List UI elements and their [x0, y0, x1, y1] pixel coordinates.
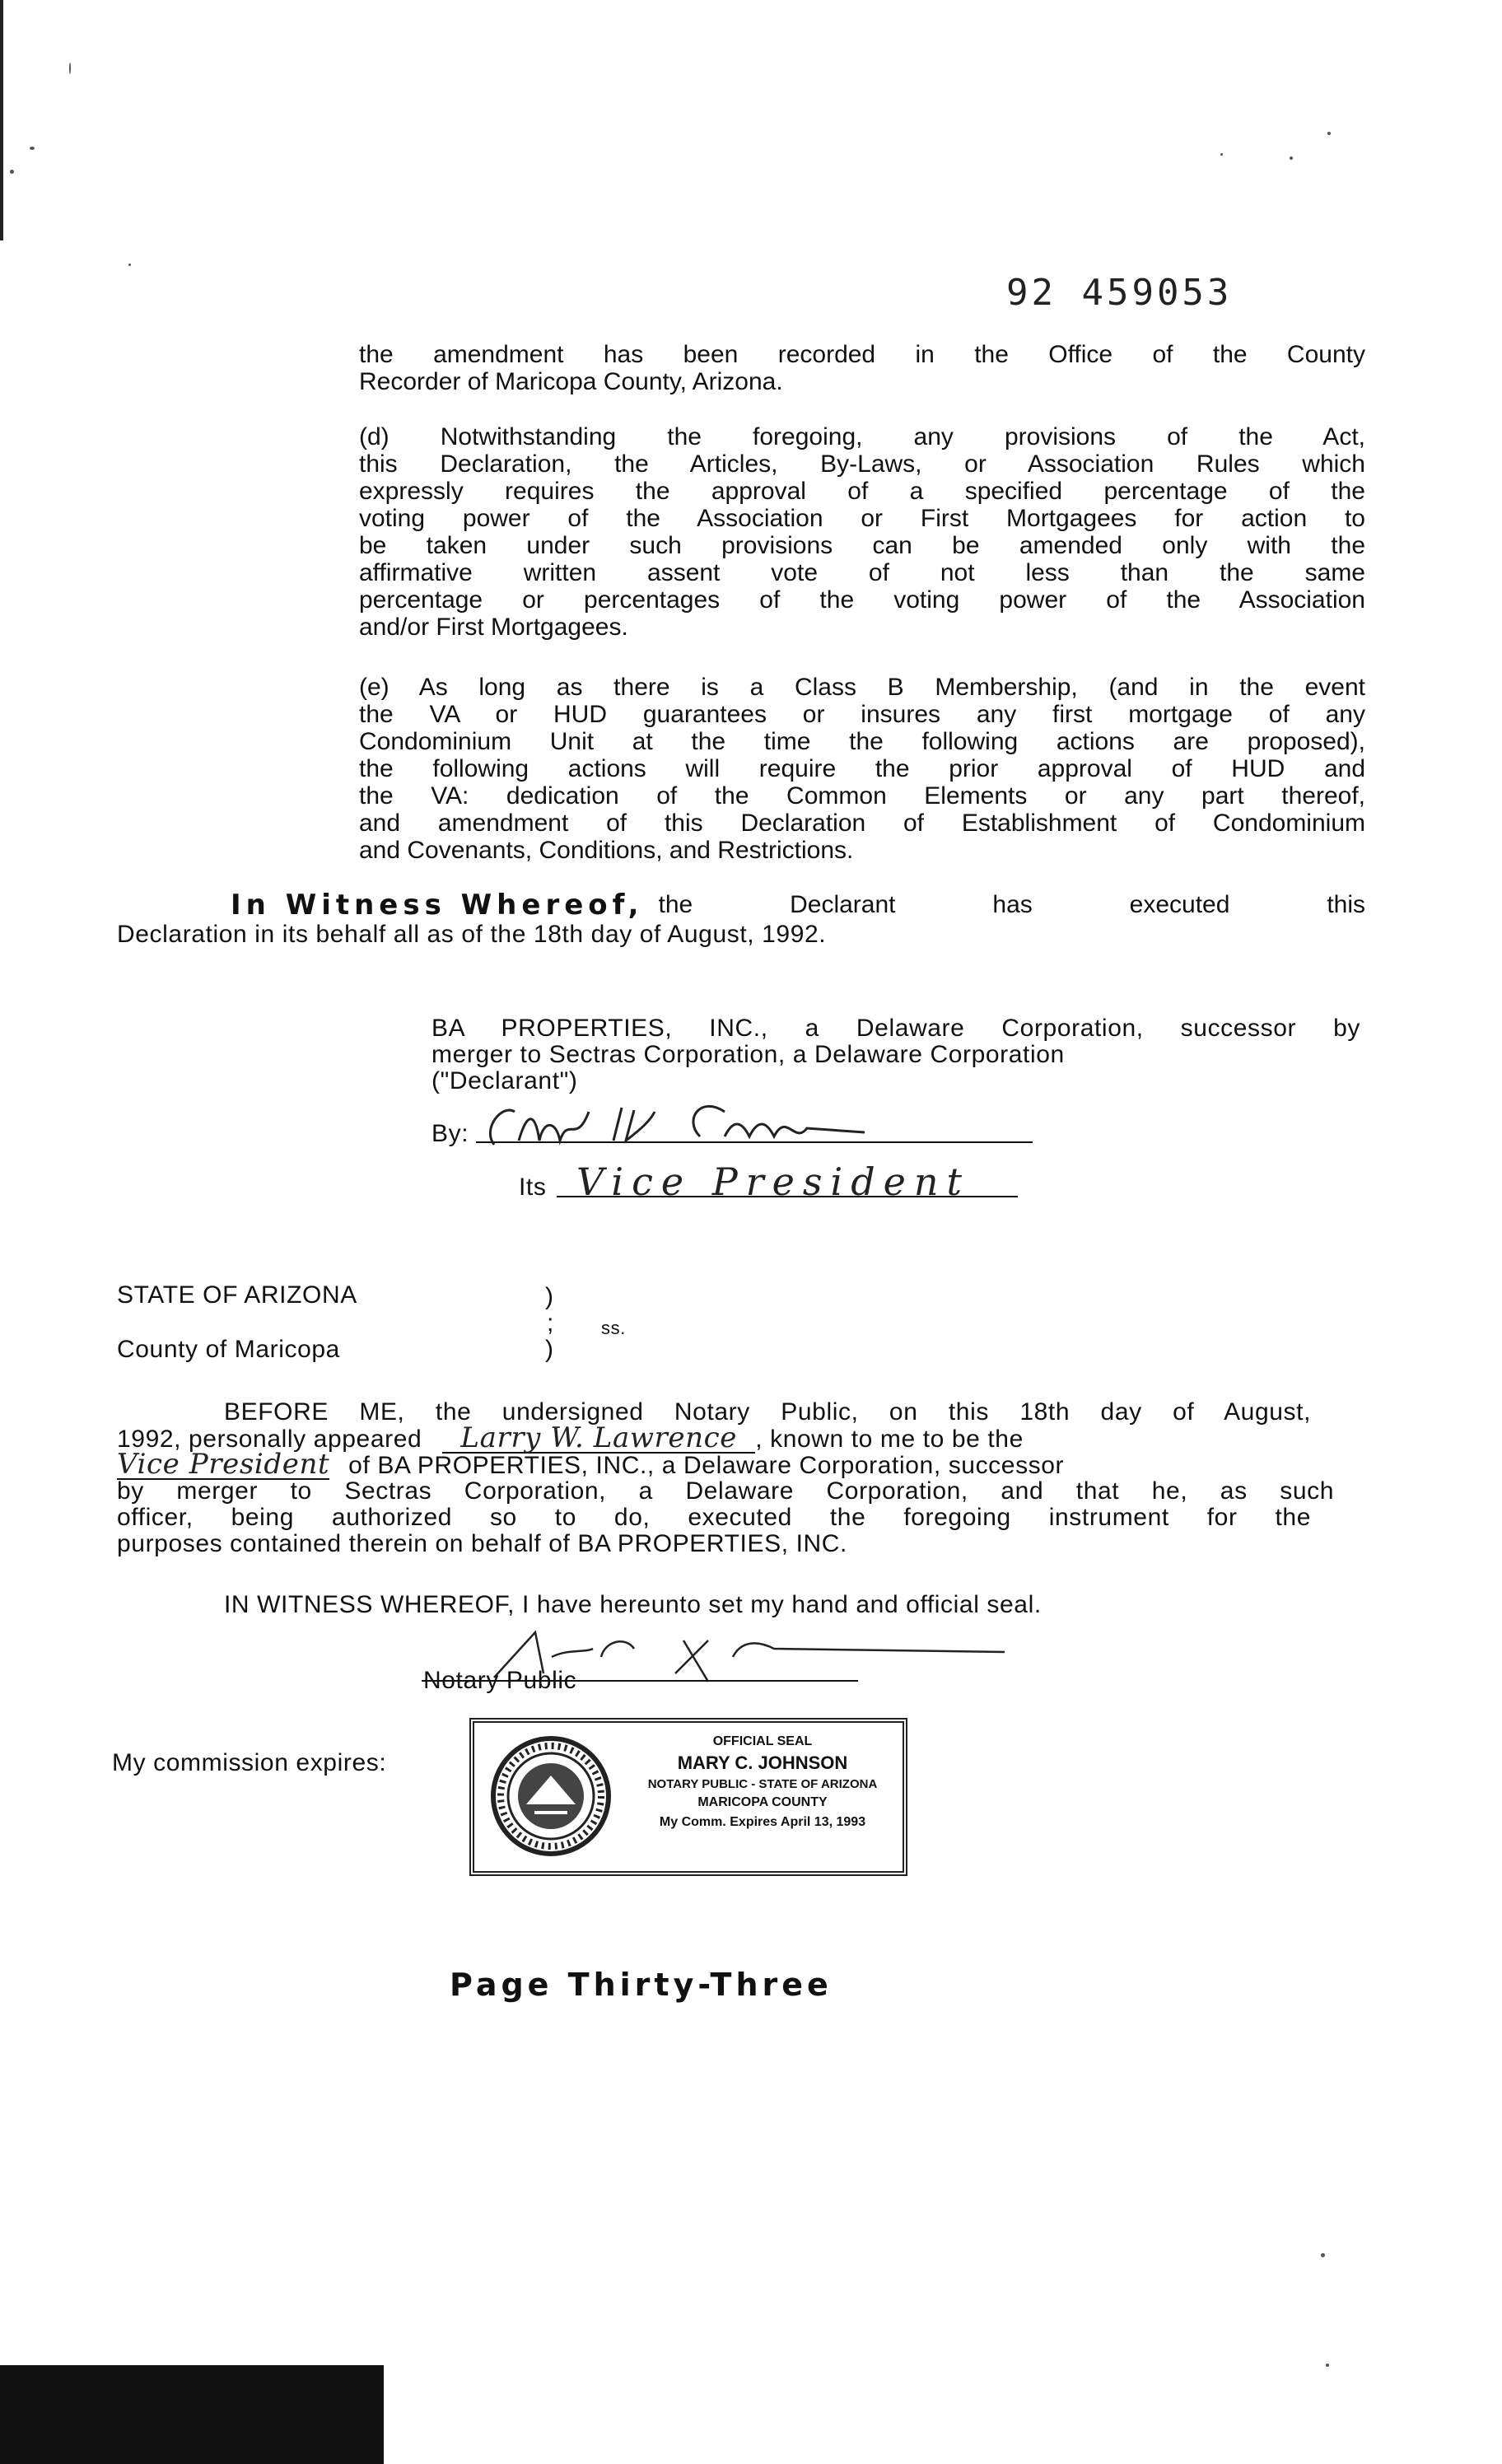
by-label: By: — [431, 1120, 469, 1147]
page-label: Page Thirty-Three — [450, 1967, 833, 2003]
notary-line3 — [117, 1448, 1065, 1481]
paragraph-line: and/or First Mortgagees. — [359, 614, 628, 641]
its-label: Its — [519, 1174, 547, 1201]
venue-bracket-bottom: ) — [545, 1336, 554, 1363]
paragraph-line: (d) Notwithstanding the foregoing, any provisions of the Act, — [359, 423, 1365, 450]
paragraph-line: the amendment has been recorded in the Office of the County — [359, 341, 1365, 368]
paragraph-line: Recorder of Maricopa County, Arizona. — [359, 368, 783, 395]
notary-line5: officer, being authorized so to do, executed the foregoing instrument for the — [117, 1504, 1311, 1531]
scan-speck — [1321, 2253, 1325, 2257]
paragraph-line: (e) As long as there is a Class B Membership, (and in the event — [359, 674, 1365, 701]
paragraph-line: expressly requires the approval of a specified percentage of the — [359, 478, 1365, 505]
scan-corner-shadow — [0, 2365, 384, 2464]
paragraph-line: and amendment of this Declaration of Establishment of Condominium — [359, 810, 1365, 837]
scan-speck — [30, 147, 35, 150]
witness-clause — [227, 889, 1365, 922]
seal-line1: OFFICIAL SEAL — [712, 1734, 813, 1748]
notary-label: Notary Public — [423, 1667, 577, 1694]
paragraph-line: the following actions will require the prior approval of HUD and — [359, 755, 1365, 782]
appeared-title: Vice President — [117, 1448, 330, 1481]
seal-line5: My Comm. Expires April 13, 1993 — [659, 1815, 866, 1829]
notary-line4: by merger to Sectras Corporation, a Delaware Corporation, and that he, as such — [117, 1477, 1334, 1505]
seal-line2: MARY C. JOHNSON — [677, 1752, 848, 1773]
its-handwritten-title: Vice President — [576, 1160, 970, 1204]
declarant-line3: ("Declarant") — [431, 1067, 578, 1094]
scan-speck — [10, 170, 14, 174]
paragraph-c-tail — [359, 341, 1365, 395]
notary-line6: purposes contained therein on behalf of BA PROPERTIES, INC. — [117, 1530, 847, 1557]
paragraph-line: the VA or HUD guarantees or insures any first mortgage of any — [359, 701, 1365, 728]
venue-bracket-top: ) — [545, 1283, 554, 1310]
notary-line3-b: of BA PROPERTIES, INC., a Delaware Corporation, successor — [348, 1452, 1065, 1479]
paragraph-line: percentage or percentages of the voting power of the Association — [359, 586, 1365, 614]
scan-speck — [1327, 132, 1331, 135]
declarant-line2: merger to Sectras Corporation, a Delaware Corporation — [431, 1041, 1065, 1068]
notary-line1: BEFORE ME, the undersigned Notary Public, on this 18th day of August, — [224, 1398, 1311, 1426]
witness-line1: the Declarant has executed this — [658, 891, 1365, 918]
paragraph-line: voting power of the Association or First Mortgagees for action to — [359, 505, 1365, 532]
scan-speck — [1220, 153, 1223, 156]
paragraph-d — [359, 423, 1365, 641]
venue-county: County of Maricopa — [117, 1336, 340, 1363]
venue-ss: ss. — [601, 1318, 626, 1338]
paragraph-e — [359, 674, 1365, 864]
venue-bracket-mid: ; — [547, 1309, 554, 1337]
scan-speck — [1326, 2364, 1329, 2367]
state-seal-icon — [489, 1734, 613, 1858]
paragraph-line: affirmative written assent vote of not less than the same — [359, 559, 1365, 586]
document-number: 92 459053 — [1006, 272, 1233, 314]
seal-line4: MARICOPA COUNTY — [697, 1795, 828, 1809]
declarant-signature — [478, 1095, 939, 1153]
commission-label: My commission expires: — [112, 1749, 387, 1776]
paragraph-line: this Declaration, the Articles, By-Laws, or Association Rules which — [359, 450, 1365, 478]
paragraph-line: the VA: dedication of the Common Elements or any part thereof, — [359, 782, 1365, 810]
venue-state: STATE OF ARIZONA — [117, 1281, 357, 1309]
scan-speck — [1290, 156, 1293, 160]
paragraph-line: be taken under such provisions can be amended only with the — [359, 532, 1365, 559]
paragraph-line: Condominium Unit at the time the following actions are proposed), — [359, 728, 1365, 755]
declarant-line1: BA PROPERTIES, INC., a Delaware Corporation, successor by — [431, 1015, 1360, 1042]
scan-speck — [69, 63, 71, 74]
seal-statement: IN WITNESS WHEREOF, I have hereunto set my hand and official seal. — [224, 1591, 1042, 1618]
scan-edge-mark — [0, 0, 3, 240]
notary-line2-b: , known to me to be the — [755, 1426, 1024, 1453]
witness-line2: Declaration in its behalf all as of the 18th day of August, 1992. — [117, 921, 827, 948]
scan-speck — [128, 264, 131, 266]
witness-lead: In Witness Whereof, — [231, 889, 644, 922]
seal-line3: NOTARY PUBLIC - STATE OF ARIZONA — [647, 1777, 878, 1791]
notary-seal-stamp — [469, 1718, 907, 1876]
appeared-name: Larry W. Lawrence — [442, 1425, 755, 1454]
notary-line2-a: 1992, personally appeared — [117, 1426, 422, 1453]
paragraph-line: and Covenants, Conditions, and Restrictions. — [359, 837, 854, 864]
